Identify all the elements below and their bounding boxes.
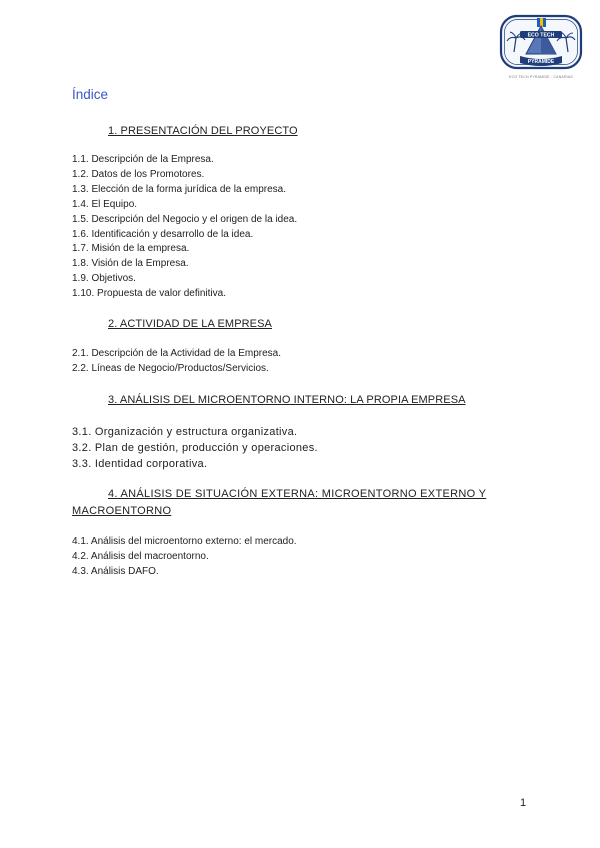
list-item: 3.3. Identidad corporativa. — [72, 458, 208, 470]
list-item: 1.7. Misión de la empresa. — [72, 243, 190, 255]
section-2-heading: 2. ACTIVIDAD DE LA EMPRESA — [108, 318, 272, 330]
list-item: 2.1. Descripción de la Actividad de la Empresa. — [72, 348, 281, 359]
list-item: 1.5. Descripción del Negocio y el origen de la idea. — [72, 213, 298, 225]
section-4-heading-line1: 4. ANÁLISIS DE SITUACIÓN EXTERNA: MICROENTORNO EXTERNO Y — [108, 488, 487, 500]
list-item: 1.1. Descripción de la Empresa. — [72, 154, 214, 165]
list-item: 1.9. Objetivos. — [72, 273, 136, 285]
list-item: 1.8. Visión de la Empresa. — [72, 258, 189, 270]
list-item: 1.3. Elección de la forma jurídica de la empresa. — [72, 183, 286, 195]
list-item: 3.2. Plan de gestión, producción y operaciones. — [72, 442, 318, 454]
list-item: 1.4. El Equipo. — [72, 198, 138, 210]
section-4-heading-line2: MACROENTORNO — [72, 505, 172, 517]
index-title: Índice — [72, 87, 109, 102]
section-4-list — [72, 535, 297, 580]
section-2-list — [72, 347, 281, 377]
logo-caption: ECO TECH PYRAMIDE · CANARIAS — [509, 75, 573, 79]
logo-brand-top: ECO TECH — [527, 32, 555, 39]
list-item: 1.6. Identificación y desarrollo de la idea. — [72, 228, 254, 240]
list-item: 1.2. Datos de los Promotores. — [72, 168, 205, 180]
list-item: 4.1. Análisis del microentorno externo: el mercado. — [72, 536, 297, 547]
section-3-heading: 3. ANÁLISIS DEL MICROENTORNO INTERNO: LA PROPIA EMPRESA — [108, 394, 466, 406]
list-item: 4.2. Análisis del macroentorno. — [72, 550, 209, 562]
list-item: 4.3. Análisis DAFO. — [72, 565, 159, 577]
page-number: 1 — [520, 797, 527, 809]
logo-brand-bottom: PYRAMIDE — [527, 59, 555, 65]
section-3-list — [72, 424, 318, 472]
section-1-heading: 1. PRESENTACIÓN DEL PROYECTO — [108, 125, 298, 137]
list-item: 2.2. Líneas de Negocio/Productos/Servicios. — [72, 362, 269, 374]
section-1-list — [72, 153, 297, 302]
list-item: 1.10. Propuesta de valor definitiva. — [72, 288, 226, 300]
list-item: 3.1. Organización y estructura organizativa. — [72, 426, 298, 438]
